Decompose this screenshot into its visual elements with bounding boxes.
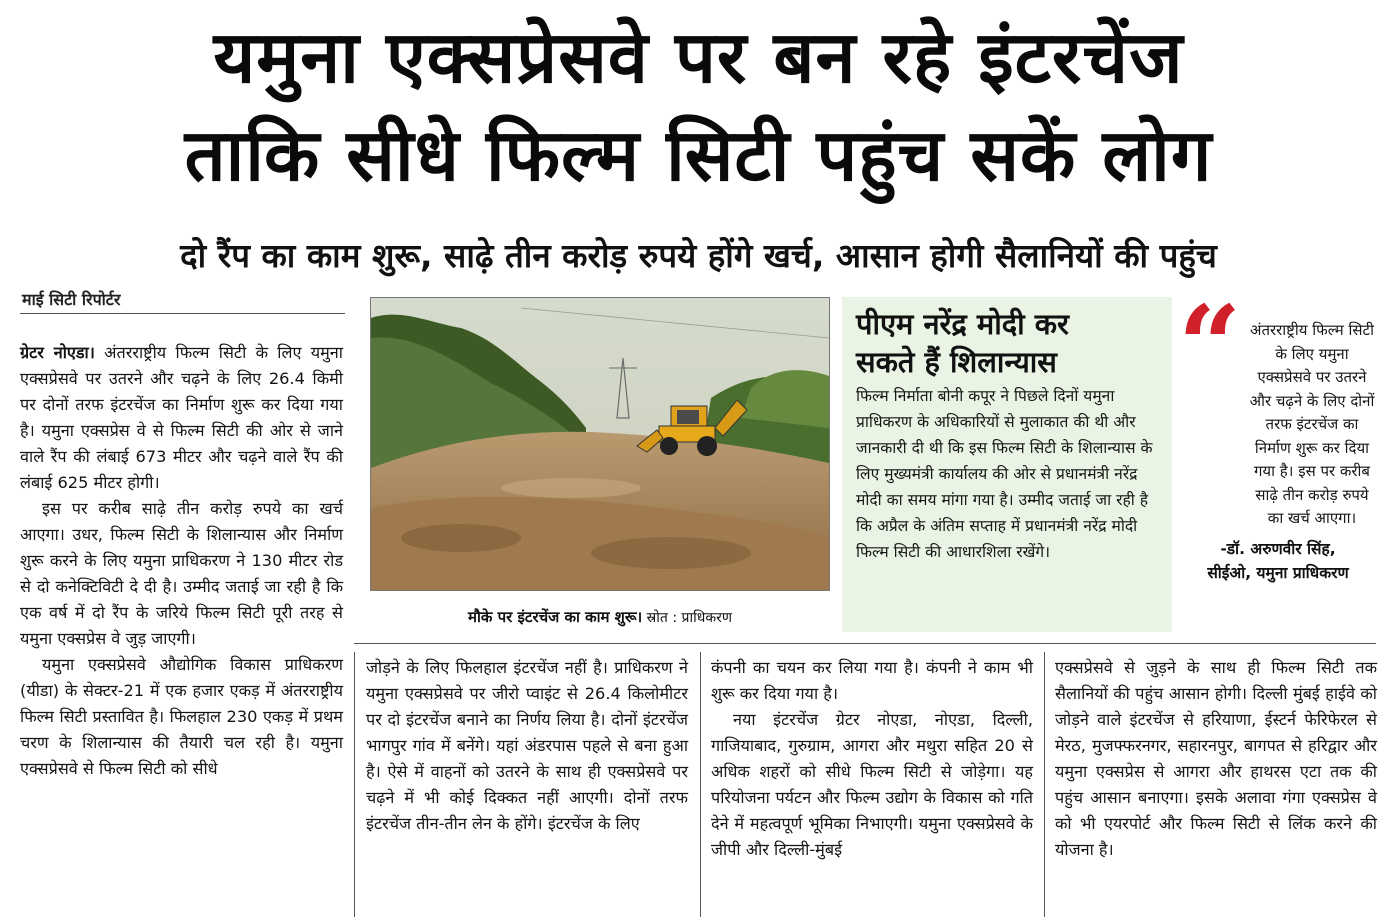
section-divider: [354, 643, 1376, 644]
column-3: [711, 655, 1033, 863]
column-4-paragraph: एक्सप्रेसवे से जुड़ने के साथ ही फिल्म सिटी तक सैलानियों की पहुंच आसान होगी। दिल्ली मुंबई हाईवे को जोड़ने वाले इंटरचेंज से हरियाणा, ईस्टर्न फेरिफेरल से मेरठ, मुजफ्फरनगर, सहारनपुर, बागपत से हरिद्वार और यमुना एक्सप्रेस से आगरा और हाथरस एटा तक की पहुंच आसान बनाएगा। इसके अलावा गंगा एक्सप्रेस वे को भी एयरपोर्ट और फिल्म सिटी से लिंक करने की योजना है।: [1055, 658, 1377, 859]
caption-source: स्रोत : प्राधिकरण: [642, 610, 732, 626]
column-divider: [354, 652, 355, 917]
quote-author: -डॉ. अरुणवीर सिंह, सीईओ, यमुना प्राधिकरण: [1207, 540, 1349, 582]
photo-caption: [370, 607, 830, 627]
headline-line-1: यमुना एक्सप्रेसवे पर बन रहे इंटरचेंज: [213, 15, 1184, 99]
byline: माई सिटी रिपोर्टर: [22, 290, 121, 309]
headline-line-2: ताकि सीधे फिल्म सिटी पहुंच सकें लोग: [184, 113, 1213, 197]
column-3-paragraph-1: कंपनी का चयन कर लिया गया है। कंपनी ने काम भी शुरू कर दिया गया है।: [711, 658, 1033, 703]
column-2: [366, 655, 688, 837]
column-3-paragraph-2: नया इंटरचेंज ग्रेटर नोएडा, नोएडा, दिल्ली, गाजियाबाद, गुरुग्राम, आगरा और मथुरा सहित 20 से अधिक शहरों को सीधे फिल्म सिटी से जोड़ेगा। यह परियोजना पर्यटन और फिल्म उद्योग के विकास को गति देने में महत्वपूर्ण भूमिका निभाएगी। यमुना एक्सप्रेसवे के जीपी और दिल्ली-मुंबई: [711, 710, 1033, 859]
construction-site-photo: [370, 297, 830, 591]
column-divider: [700, 652, 701, 917]
column-divider: [1044, 652, 1045, 917]
column-1: [20, 340, 343, 782]
column-1-text-1: अंतरराष्ट्रीय फिल्म सिटी के लिए यमुना एक्सप्रेसवे पर उतरने और चढ़ने के लिए 26.4 किमी पर दोनों तरफ इंटरचेंज का निर्माण शुरू कर दिया गया है। यमुना एक्सप्रेस वे से फिल्म सिटी की ओर से जाने वाले रैंप की लंबाई 673 मीटर और चढ़ने वाले रैंप की लंबाई 625 मीटर होगी।: [20, 343, 343, 492]
caption-main: मौके पर इंटरचेंज का काम शुरू।: [468, 608, 643, 626]
dateline: ग्रेटर नोएडा।: [20, 343, 95, 362]
byline-divider: [20, 313, 345, 314]
sidebar-title: पीएम नरेंद्र मोदी कर सकते हैं शिलान्यास: [856, 307, 1069, 379]
quote-text: [1178, 319, 1376, 531]
construction-site-image: [371, 298, 829, 590]
sidebar-box: [842, 297, 1172, 632]
quote-mark-icon: “: [1178, 281, 1242, 410]
column-1-paragraph-2: इस पर करीब साढ़े तीन करोड़ रुपये का खर्च आएगा। उधर, फिल्म सिटी के शिलान्यास और निर्माण शुरू करने के लिए यमुना प्राधिकरण ने 130 मीटर रोड से दो कनेक्टिविटी दे दी है। उम्मीद जताई जा रही है कि एक वर्ष में दो रैंप के जरिये फिल्म सिटी पूरी तरह से यमुना एक्सप्रेस वे जुड़ जाएगी।: [20, 499, 343, 648]
sidebar-body: फिल्म निर्माता बोनी कपूर ने पिछले दिनों यमुना प्राधिकरण के अधिकारियों से मुलाकात की थी और जानकारी दी थी कि इस फिल्म सिटी के शिलान्यास के लिए मुख्यमंत्री कार्यालय की ओर से प्रधानमंत्री नरेंद्र मोदी का समय मांगा गया है। उम्मीद जताई जा रही है कि अप्रैल के अंतिम सप्ताह में प्रधानमंत्री नरेंद्र मोदी फिल्म सिटी की आधारशिला रखेंगे।: [856, 387, 1153, 561]
column-4: [1055, 655, 1377, 863]
column-1-paragraph-3: यमुना एक्सप्रेसवे औद्योगिक विकास प्राधिकरण (यीडा) के सेक्टर-21 में एक हजार एकड़ में अंतरराष्ट्रीय फिल्म सिटी प्रस्तावित है। फिलहाल 230 एकड़ में प्रथम चरण के शिलान्यास की तैयारी चल रही है। यमुना एक्सप्रेसवे से फिल्म सिटी को सीधे: [20, 655, 343, 778]
column-2-paragraph: जोड़ने के लिए फिलहाल इंटरचेंज नहीं है। प्राधिकरण ने यमुना एक्सप्रेसवे पर जीरो प्वाइंट से 26.4 किलोमीटर पर दो इंटरचेंज बनाने का निर्णय लिया है। दोनों इंटरचेंज भागपुर गांव में बनेंगे। यहां अंडरपास पहले से बना हुआ है। ऐसे में वाहनों को उतरने के साथ ही एक्सप्रेसवे पर चढ़ने में भी कोई दिक्कत नहीं आएगी। दोनों तरफ इंटरचेंज तीन-तीन लेन के होंगे। इंटरचेंज के लिए: [366, 658, 688, 833]
quote-text-body: अंतरराष्ट्रीय फिल्म सिटी के लिए यमुना एक्सप्रेसवे पर उतरने और चढ़ने के लिए दोनों तरफ इंटरचेंज का निर्माण शुरू कर दिया गया है। इस पर करीब साढ़े तीन करोड़ रुपये का खर्च आएगा।: [1249, 321, 1375, 527]
subheadline: दो रैंप का काम शुरू, साढ़े तीन करोड़ रुपये होंगे खर्च, आसान होगी सैलानियों की पहुंच: [180, 236, 1217, 275]
column-1-paragraph-1: [20, 340, 343, 496]
quote-box: [1178, 281, 1376, 632]
